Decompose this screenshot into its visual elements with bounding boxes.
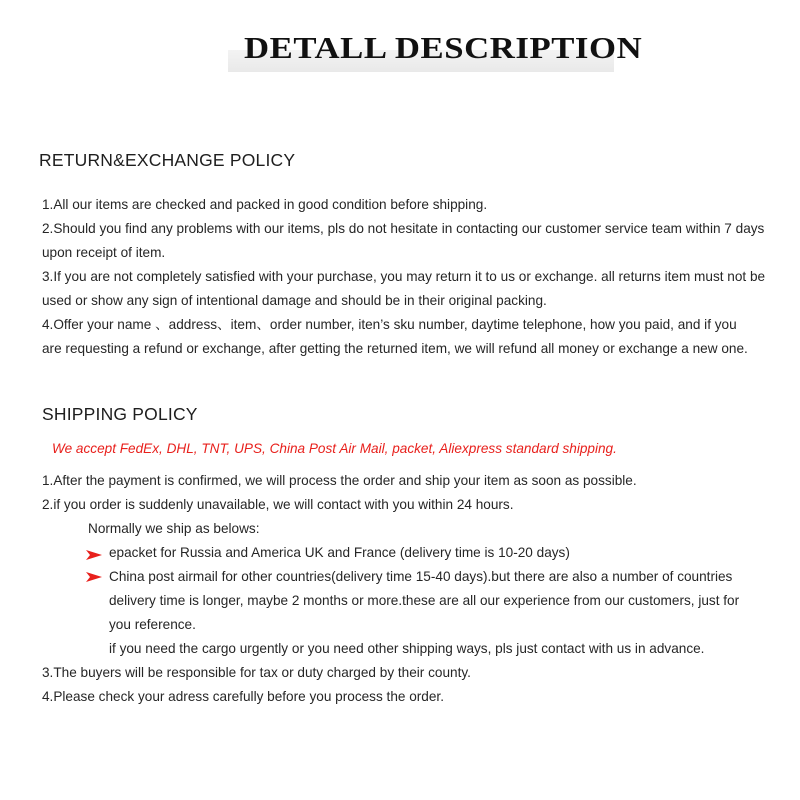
- return-policy-heading: RETURN&EXCHANGE POLICY: [39, 150, 296, 170]
- shipping-line-2: 2.if you order is suddenly unavailable, we will contact with you within 24 hours.: [42, 497, 514, 512]
- shipping-line-8: if you need the cargo urgently or you need other shipping ways, pls just contact with us in advance.: [109, 641, 705, 656]
- shipping-policy-heading: SHIPPING POLICY: [42, 404, 198, 424]
- shipping-line-5: China post airmail for other countries(delivery time 15-40 days).but there are also a number of countries: [109, 569, 733, 584]
- shipping-line-6: delivery time is longer, maybe 2 months or more.these are all our experience from our customers, just for: [109, 593, 740, 608]
- return-line-5: used or show any sign of intentional damage and should be in their original packing.: [42, 293, 547, 308]
- title-banner: [228, 30, 643, 72]
- return-line-4: 3.If you are not completely satisfied with your purchase, you may return it to us or exchange. all returns item must not be: [42, 269, 766, 284]
- return-line-7: are requesting a refund or exchange, after getting the returned item, we will refund all money or exchange a new one.: [42, 341, 748, 356]
- shipping-line-3: Normally we ship as belows:: [88, 521, 260, 536]
- red-arrow-icon: [86, 572, 102, 582]
- shipping-line-1: 1.After the payment is confirmed, we will process the order and ship your item as soon as possible.: [42, 473, 637, 488]
- carriers-note: We accept FedEx, DHL, TNT, UPS, China Post Air Mail, packet, Aliexpress standard shipping.: [52, 441, 617, 456]
- return-line-3: upon receipt of item.: [42, 245, 166, 260]
- shipping-line-10: 4.Please check your adress carefully before you process the order.: [42, 689, 444, 704]
- shipping-line-7: you reference.: [109, 617, 196, 632]
- return-line-6: 4.Offer your name 、address、item、order number, iten’s sku number, daytime telephone, how you paid, and if you: [42, 317, 737, 332]
- shipping-line-4: epacket for Russia and America UK and France (delivery time is 10-20 days): [109, 545, 570, 560]
- page-title: DETALL DESCRIPTION: [244, 30, 643, 65]
- return-line-2: 2.Should you find any problems with our items, pls do not hesitate in contacting our customer service team within 7 days: [42, 221, 765, 236]
- red-arrow-icon: [86, 550, 102, 560]
- shipping-line-9: 3.The buyers will be responsible for tax or duty charged by their county.: [42, 665, 471, 680]
- return-line-1: 1.All our items are checked and packed in good condition before shipping.: [42, 197, 488, 212]
